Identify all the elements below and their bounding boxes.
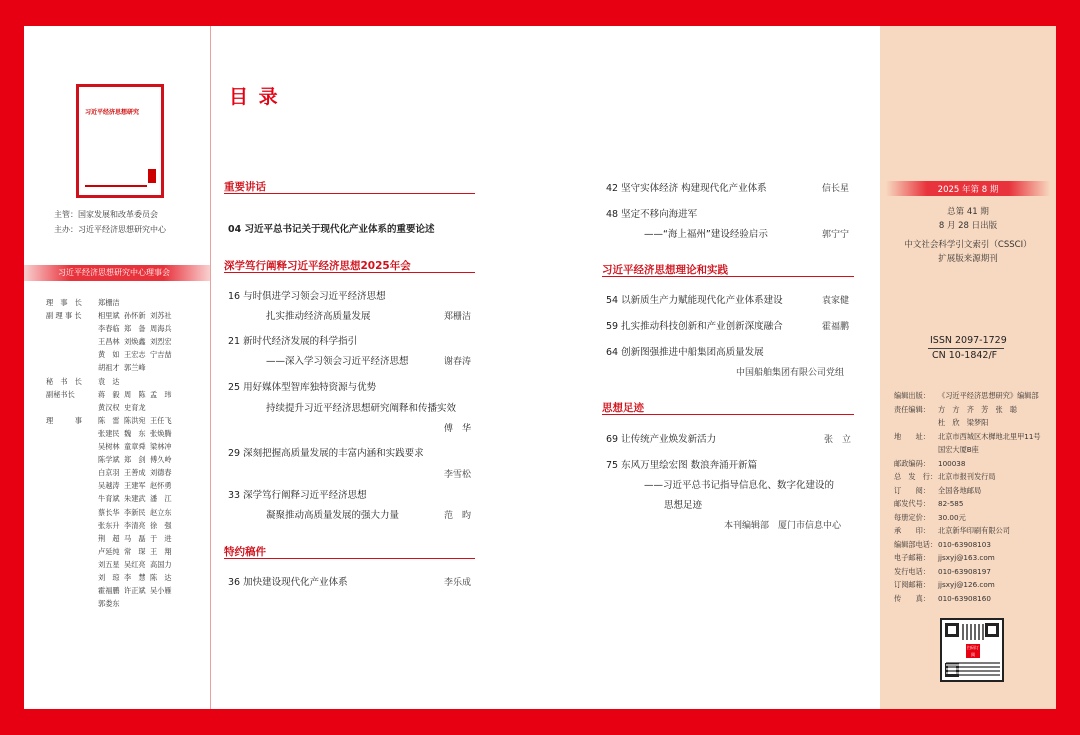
council-role bbox=[46, 506, 98, 519]
council-member: 马 磊 bbox=[124, 533, 146, 543]
council-member: 梁林冲 bbox=[150, 442, 172, 452]
council-member: 蒋 毅 bbox=[98, 389, 120, 399]
council-role bbox=[46, 597, 98, 610]
council-member bbox=[150, 401, 176, 414]
council-row bbox=[46, 584, 210, 597]
council-member: 王昌林 bbox=[98, 337, 120, 347]
info-row bbox=[894, 443, 1054, 457]
council-row bbox=[46, 361, 210, 374]
council-role bbox=[46, 558, 98, 571]
qr-code[interactable] bbox=[940, 618, 1004, 682]
issn: ISSN 2097-1729 bbox=[930, 335, 1007, 346]
council-member: 李清亮 bbox=[124, 520, 146, 530]
council-member: 黄汉权 bbox=[98, 402, 120, 412]
toc-item-subtitle[interactable]: ——习近平总书记指导信息化、数字化建设的 bbox=[644, 480, 835, 491]
info-label bbox=[894, 416, 938, 430]
council-role: 理 事 bbox=[46, 415, 82, 425]
council-member: 赵怀勇 bbox=[150, 481, 172, 491]
council-member: 吴树林 bbox=[98, 442, 120, 452]
council-row bbox=[46, 492, 210, 505]
info-label: 责任编辑： bbox=[894, 404, 930, 414]
council-member: 李春临 bbox=[98, 324, 120, 334]
issue-number: 2025 年第 8 期 bbox=[937, 185, 999, 195]
council-member: 童章舜 bbox=[124, 442, 146, 452]
council-member: 蔡长华 bbox=[98, 507, 120, 517]
info-value: 北京新华印刷有限公司 bbox=[938, 526, 1010, 535]
toc-item-subtitle[interactable]: 思想足迹 bbox=[664, 500, 703, 511]
toc-item[interactable]: 48 坚定不移向海进军 bbox=[606, 209, 698, 220]
toc-item[interactable]: 36 加快建设现代化产业体系 bbox=[228, 577, 348, 588]
council-member: 吴越涛 bbox=[98, 481, 120, 491]
council-role bbox=[46, 322, 98, 335]
info-label: 发行电话： bbox=[894, 566, 930, 576]
council-title-bar bbox=[24, 265, 210, 281]
info-value: 010-63908103 bbox=[938, 539, 991, 549]
publication-details bbox=[894, 389, 1054, 605]
toc-item[interactable]: 54 以新质生产力赋能现代化产业体系建设 bbox=[606, 295, 783, 306]
council-row bbox=[46, 545, 210, 558]
info-label: 订阅邮箱： bbox=[894, 580, 930, 589]
section-rule bbox=[602, 276, 854, 277]
cssci-index: 中文社会科学引文索引（CSSCI） bbox=[904, 240, 1032, 250]
council-member: 徐 强 bbox=[150, 520, 172, 530]
council-role bbox=[46, 532, 98, 545]
toc-item[interactable]: 25 用好媒体型智库独特资源与优势 bbox=[228, 382, 377, 393]
toc-item[interactable]: 33 深学笃行阐释习近平经济思想 bbox=[228, 490, 367, 501]
info-value: 100038 bbox=[938, 458, 966, 468]
council-member: 于 进 bbox=[150, 533, 172, 543]
issue-bar bbox=[886, 181, 1050, 196]
council-member: 魏 东 bbox=[124, 428, 146, 438]
cssci-index-sub: 扩展版来源期刊 bbox=[938, 254, 998, 264]
info-row bbox=[894, 524, 1054, 538]
council-row bbox=[46, 375, 210, 388]
section-rule bbox=[224, 193, 475, 194]
info-row bbox=[894, 538, 1054, 552]
info-value: 北京市报刊发行局 bbox=[938, 472, 996, 481]
publication-info-column bbox=[880, 26, 1056, 709]
info-row bbox=[894, 511, 1054, 525]
toc-item[interactable]: 16 与时俱进学习领会习近平经济思想 bbox=[228, 291, 386, 302]
council-member: 相里斌 bbox=[98, 311, 120, 321]
section-heading: 深学笃行阐释习近平经济思想2025年会 bbox=[224, 260, 411, 272]
council-row bbox=[46, 414, 210, 427]
toc-author: 李雪松 bbox=[444, 470, 472, 480]
info-label: 传 真： bbox=[894, 593, 930, 603]
council-member: 陈 雷 bbox=[98, 415, 120, 425]
council-member: 李 慧 bbox=[124, 572, 146, 582]
council-member: 霍福鹏 bbox=[98, 586, 120, 596]
council-row bbox=[46, 309, 210, 322]
council-member: 牛育斌 bbox=[98, 494, 120, 504]
council-role bbox=[46, 401, 98, 414]
toc-item[interactable]: 29 深刻把握高质量发展的丰富内涵和实践要求 bbox=[228, 448, 424, 459]
council-row bbox=[46, 519, 210, 532]
section-heading: 重要讲话 bbox=[224, 181, 266, 193]
toc-item[interactable]: 42 坚守实体经济 构建现代化产业体系 bbox=[606, 183, 767, 194]
council-member bbox=[150, 296, 176, 309]
cover-bottom-rule bbox=[85, 185, 147, 187]
council-row bbox=[46, 453, 210, 466]
council-role bbox=[46, 492, 98, 505]
section-rule bbox=[224, 558, 475, 559]
council-row bbox=[46, 506, 210, 519]
council-member: 傅久岭 bbox=[150, 455, 172, 465]
section-heading: 习近平经济思想理论和实践 bbox=[602, 264, 728, 276]
toc-author: 霍福鹏 bbox=[822, 322, 850, 332]
council-row bbox=[46, 388, 210, 401]
council-member: 王宏志 bbox=[124, 350, 146, 360]
council-member bbox=[124, 296, 150, 309]
left-sidebar bbox=[24, 26, 210, 709]
council-member: 许正斌 bbox=[124, 586, 146, 596]
council-role bbox=[46, 545, 98, 558]
info-value: 杜 欣 梁梦阳 bbox=[938, 418, 989, 427]
council-member: 郭兰峰 bbox=[124, 363, 146, 373]
council-member: 吴红亮 bbox=[124, 559, 146, 569]
council-member: 史育龙 bbox=[124, 402, 146, 412]
council-title: 习近平经济思想研究中心理事会 bbox=[58, 268, 170, 277]
column-divider bbox=[210, 26, 211, 709]
info-value: 全国各地邮局 bbox=[938, 485, 982, 495]
toc-author: 信长星 bbox=[822, 184, 850, 194]
toc-item[interactable]: 59 扎实推动科技创新和产业创新深度融合 bbox=[606, 321, 783, 332]
council-row bbox=[46, 440, 210, 453]
info-label: 编辑出版： bbox=[894, 391, 930, 400]
toc-item-subtitle[interactable]: 凝聚推动高质量发展的强大力量 bbox=[266, 510, 400, 521]
council-member: 白京羽 bbox=[98, 468, 120, 478]
toc-item-subtitle[interactable]: ——深入学习领会习近平经济思想 bbox=[266, 356, 409, 367]
info-label: 承 印： bbox=[894, 526, 930, 535]
toc-author: 袁家健 bbox=[822, 296, 850, 306]
council-member: 卢延纯 bbox=[98, 546, 120, 556]
council-member: 周 陈 bbox=[124, 389, 146, 399]
council-role bbox=[46, 361, 98, 374]
council-member: 潘 江 bbox=[150, 494, 172, 504]
info-value: 方 方 齐 芳 张 聪 bbox=[938, 404, 1018, 414]
section-heading: 特约稿件 bbox=[224, 546, 266, 558]
section-heading: 思想足迹 bbox=[602, 402, 644, 414]
toc-title: 目 录 bbox=[229, 86, 280, 108]
council-member: 黄 如 bbox=[98, 350, 120, 360]
supervisor-line: 主管：国家发展和改革委员会 bbox=[54, 210, 158, 219]
info-label: 地 址： bbox=[894, 431, 930, 441]
info-label: 电子邮箱： bbox=[894, 553, 930, 562]
toc-item[interactable]: 64 创新图强推进中船集团高质量发展 bbox=[606, 347, 764, 358]
council-member: 高国力 bbox=[150, 559, 172, 569]
info-value: 82-585 bbox=[938, 499, 964, 508]
sponsor-line: 主办：习近平经济思想研究中心 bbox=[54, 225, 166, 234]
info-row bbox=[894, 403, 1054, 417]
toc-item[interactable]: 21 新时代经济发展的科学指引 bbox=[228, 336, 358, 347]
info-row bbox=[894, 592, 1054, 606]
info-row bbox=[894, 484, 1054, 498]
council-member: 刘德春 bbox=[150, 468, 172, 478]
toc-author: 郑栅洁 bbox=[444, 312, 472, 322]
council-member: 张建民 bbox=[98, 428, 120, 438]
council-role bbox=[46, 440, 98, 453]
info-value: 《习近平经济思想研究》编辑部 bbox=[938, 391, 1039, 400]
info-label: 总 发 行： bbox=[894, 472, 938, 481]
toc-item[interactable]: 04 习近平总书记关于现代化产业体系的重要论述 bbox=[228, 224, 435, 235]
info-row bbox=[894, 565, 1054, 579]
council-role bbox=[46, 348, 98, 361]
council-member: 宁吉喆 bbox=[150, 350, 172, 360]
council-member: 张东升 bbox=[98, 520, 120, 530]
info-value: 010-63908197 bbox=[938, 566, 991, 576]
council-member: 赵立东 bbox=[150, 507, 172, 517]
info-value: jjsxyj@163.com bbox=[938, 553, 995, 562]
toc-author: 谢春涛 bbox=[444, 357, 472, 367]
info-value: jjsxyj@126.com bbox=[938, 580, 995, 589]
council-role bbox=[46, 584, 98, 597]
info-row bbox=[894, 470, 1054, 484]
council-row bbox=[46, 466, 210, 479]
qr-pattern bbox=[962, 624, 984, 640]
council-row bbox=[46, 322, 210, 335]
info-label: 邮发代号： bbox=[894, 499, 930, 508]
council-member bbox=[150, 597, 176, 610]
qr-subscribe-label: 扫码订阅 bbox=[967, 645, 979, 657]
council-member: 郑 备 bbox=[124, 324, 146, 334]
council-role bbox=[46, 479, 98, 492]
council-member: 郑栅洁 bbox=[98, 298, 120, 307]
council-role bbox=[46, 335, 98, 348]
info-row bbox=[894, 551, 1054, 565]
info-row bbox=[894, 389, 1054, 403]
council-member: 王建军 bbox=[124, 481, 146, 491]
toc-author: 本刊编辑部 厦门市信息中心 bbox=[724, 521, 842, 531]
council-row bbox=[46, 296, 210, 309]
info-value: 30.00元 bbox=[938, 512, 966, 522]
toc-author: 郭宁宁 bbox=[822, 230, 850, 240]
council-role bbox=[46, 519, 98, 532]
council-role bbox=[46, 571, 98, 584]
council-member: 王善成 bbox=[124, 468, 146, 478]
council-member: 孟 玮 bbox=[150, 389, 172, 399]
council-member: 李新民 bbox=[124, 507, 146, 517]
council-role bbox=[46, 427, 98, 440]
info-row bbox=[894, 430, 1054, 444]
council-role bbox=[46, 466, 98, 479]
council-member: 刘苏社 bbox=[150, 311, 172, 321]
toc-author: 张 立 bbox=[824, 435, 852, 445]
toc-item-subtitle[interactable]: ——“海上福州”建设经验启示 bbox=[644, 229, 768, 240]
toc-author: 范 昀 bbox=[444, 511, 472, 521]
council-member: 荆 超 bbox=[98, 533, 120, 543]
toc-item[interactable]: 75 东风万里绘宏图 数浪奔涌开新篇 bbox=[606, 460, 758, 471]
council-member: 刘烈宏 bbox=[150, 337, 172, 347]
toc-item[interactable]: 69 让传统产业焕发新活力 bbox=[606, 434, 717, 445]
council-member: 朱建武 bbox=[124, 494, 146, 504]
council-member: 刘 琼 bbox=[98, 572, 120, 582]
info-row bbox=[894, 416, 1054, 430]
info-row bbox=[894, 578, 1054, 592]
council-member: 刘五星 bbox=[98, 559, 120, 569]
info-value: 北京市西城区木樨地北里甲11号 bbox=[938, 431, 1041, 441]
council-member: 刘焕鑫 bbox=[124, 337, 146, 347]
cover-issue-mark bbox=[148, 169, 156, 183]
qr-finder bbox=[945, 623, 959, 637]
council-row bbox=[46, 571, 210, 584]
council-row bbox=[46, 401, 210, 414]
info-label: 编辑部电话： bbox=[894, 539, 938, 549]
cover-masthead: 习近平经济思想研究 bbox=[85, 109, 140, 116]
cn-number: CN 10-1842/F bbox=[932, 350, 998, 361]
council-member: 郑 剑 bbox=[124, 455, 146, 465]
info-row bbox=[894, 497, 1054, 511]
council-member: 袁 达 bbox=[98, 376, 120, 386]
council-row bbox=[46, 335, 210, 348]
info-label: 邮政编码： bbox=[894, 458, 930, 468]
toc-author: 中国船舶集团有限公司党组 bbox=[736, 368, 845, 378]
toc-item-subtitle[interactable]: 持续提升习近平经济思想研究阐释和传播实效 bbox=[266, 403, 457, 414]
council-role: 副 理 事 长 bbox=[46, 311, 82, 321]
council-member: 胡祖才 bbox=[98, 363, 120, 373]
council-member: 王任飞 bbox=[150, 415, 172, 425]
publish-date: 8 月 28 日出版 bbox=[938, 221, 998, 231]
toc-item-subtitle[interactable]: 扎实推动经济高质量发展 bbox=[266, 311, 371, 322]
council-member: 周海兵 bbox=[150, 324, 172, 334]
council-member bbox=[150, 361, 176, 374]
council-row bbox=[46, 597, 210, 610]
info-label: 订 阅： bbox=[894, 485, 930, 495]
cover-thumbnail bbox=[76, 84, 164, 198]
info-label bbox=[894, 443, 938, 457]
council-member: 王 翔 bbox=[150, 546, 172, 556]
info-row bbox=[894, 457, 1054, 471]
council-member: 孙怀新 bbox=[124, 311, 146, 321]
info-value: 国宏大厦B座 bbox=[938, 445, 979, 454]
council-row bbox=[46, 348, 210, 361]
council-row bbox=[46, 532, 210, 545]
council-role: 副秘书长 bbox=[46, 389, 75, 399]
council-roster bbox=[46, 296, 210, 610]
council-member: 陈学斌 bbox=[98, 455, 120, 465]
council-member: 吴小雁 bbox=[150, 586, 172, 596]
info-value: 010-63908160 bbox=[938, 593, 991, 603]
section-rule bbox=[602, 414, 854, 415]
journal-inside-cover bbox=[24, 26, 1056, 709]
council-role bbox=[46, 453, 98, 466]
toc-author: 李乐成 bbox=[444, 578, 472, 588]
council-member bbox=[150, 375, 176, 388]
info-label: 每册定价： bbox=[894, 512, 930, 522]
council-row bbox=[46, 558, 210, 571]
council-role: 理 事 长 bbox=[46, 298, 82, 307]
issn-rule bbox=[928, 348, 1004, 349]
total-issue: 总第 41 期 bbox=[947, 207, 989, 217]
council-member: 张焕腾 bbox=[150, 428, 172, 438]
section-rule bbox=[224, 272, 475, 273]
council-member: 陈洪宛 bbox=[124, 415, 146, 425]
council-member: 郭娄东 bbox=[98, 599, 120, 609]
council-member: 常 琛 bbox=[124, 546, 146, 556]
toc-author: 傅 华 bbox=[444, 424, 472, 434]
qr-pattern bbox=[946, 660, 1000, 676]
council-member: 陈 达 bbox=[150, 572, 172, 582]
council-member bbox=[124, 597, 150, 610]
qr-finder bbox=[985, 623, 999, 637]
council-row bbox=[46, 427, 210, 440]
council-role: 秘 书 长 bbox=[46, 376, 82, 386]
council-member bbox=[124, 375, 150, 388]
council-row bbox=[46, 479, 210, 492]
